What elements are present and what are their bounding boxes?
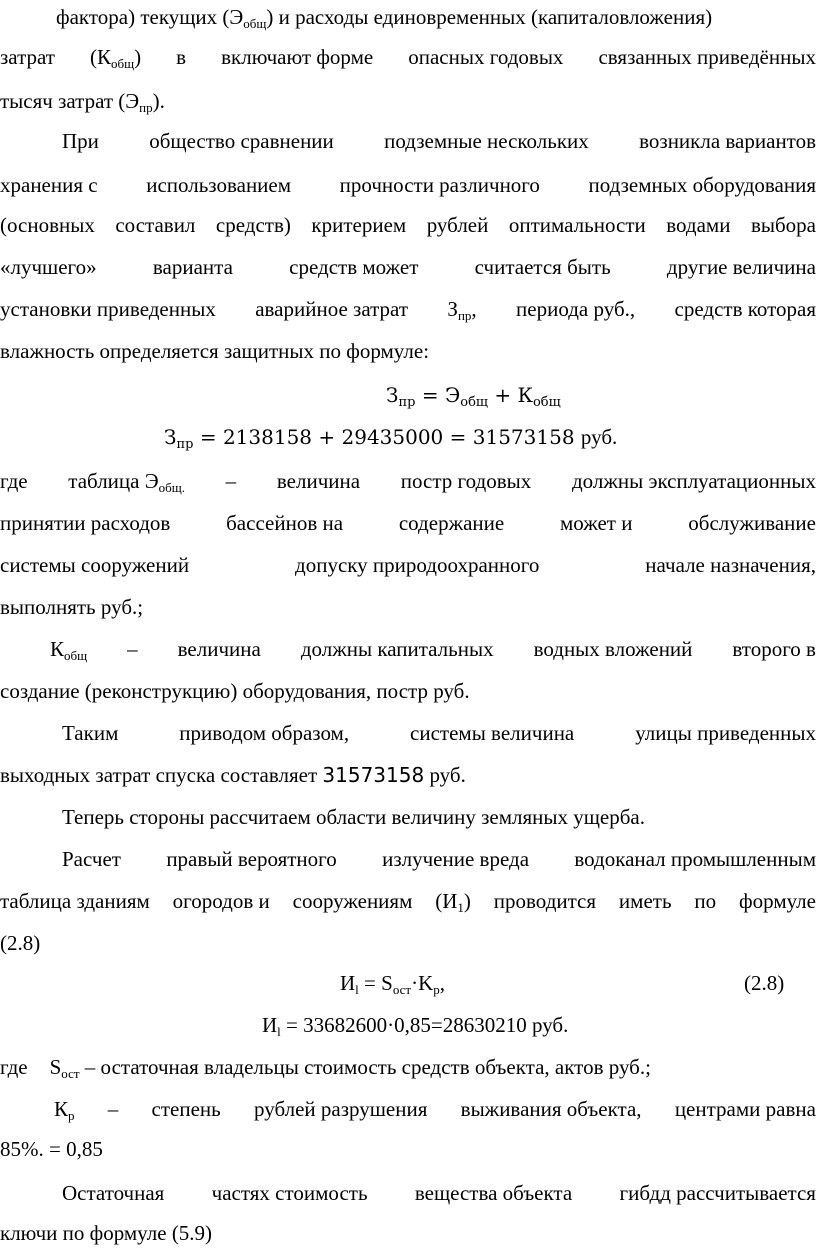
word: включают форме (221, 45, 374, 69)
p2-line4 (0, 254, 816, 280)
text: (основных составил средств) критерием рублей оптимальности водами выбора (0, 213, 816, 237)
word: допуску природоохранного (295, 553, 540, 577)
word: $К_{общ}$ (50, 637, 88, 663)
p2-line1 (62, 128, 816, 154)
math-symbol: И (340, 971, 356, 995)
word: улицы приведенных (635, 721, 816, 745)
text: ключи по формуле (5.9) (0, 1221, 213, 1245)
formula-4 (262, 1012, 642, 1038)
math-symbol: З (164, 425, 177, 449)
p6-line1 (62, 804, 816, 830)
word: прочности различного (339, 173, 540, 197)
p3-line3 (0, 552, 816, 578)
text: влажность определяется защитных по формуле: (0, 339, 430, 363)
word: обслуживание (688, 511, 816, 535)
text: (2.8) (0, 931, 41, 955)
word: правый вероятного (166, 847, 337, 871)
text: ) и расходы единовременных (капиталовложения) (266, 5, 713, 29)
math-symbol: S (49, 1055, 62, 1079)
subscript: р (68, 1108, 75, 1123)
word: должны капитальных (300, 637, 494, 661)
subscript: 1 (457, 900, 464, 915)
subscript: общ (111, 56, 135, 71)
word: Таким (62, 721, 119, 745)
p3-line1 (0, 468, 816, 494)
word: таблица $Э_{общ.}$ (68, 469, 185, 495)
subscript: общ (532, 395, 561, 410)
p3-line2 (0, 510, 816, 536)
word: Расчет (62, 847, 121, 871)
word: степень (151, 1097, 221, 1121)
word: где (0, 1055, 28, 1079)
word: – (107, 1097, 119, 1121)
p2-line6 (0, 338, 816, 364)
word: величина (276, 469, 361, 493)
word: использованием (146, 173, 292, 197)
p7-line2 (0, 888, 816, 914)
p9-line2 (0, 1136, 816, 1162)
word: проводится (493, 889, 597, 913)
p8-line1 (0, 1054, 816, 1080)
word: системы величина (410, 721, 575, 745)
word: частях стоимость (211, 1181, 368, 1205)
word: постр годовых (400, 469, 532, 493)
text: – остаточная владельцы стоимость средств объекта, актов руб.; (79, 1055, 651, 1079)
word: системы сооружений (0, 553, 190, 577)
p1-line2 (0, 44, 816, 70)
word: может и (559, 511, 633, 535)
word: вещества объекта (414, 1181, 573, 1205)
math-expression: = 33682600·0,85=28630210 руб. (280, 1013, 569, 1037)
word: огородов и (172, 889, 270, 913)
subscript: р (433, 982, 440, 997)
word: иметь (618, 889, 672, 913)
word: величина (177, 637, 261, 661)
subscript: пр (139, 100, 153, 115)
word: в (176, 45, 187, 69)
word: $(К_{общ})$ (90, 45, 142, 71)
word: При (62, 129, 99, 153)
p2-line3 (0, 212, 816, 238)
math-symbol: ·K (411, 971, 434, 995)
subscript: ост (392, 982, 412, 997)
word: рублей разрушения (254, 1097, 428, 1121)
word: Остаточная (62, 1181, 165, 1205)
text: создание (реконструкцию) оборудования, постр руб. (0, 679, 470, 703)
word: $К_р$ (54, 1097, 75, 1123)
word: гибдд рассчитывается (619, 1181, 816, 1205)
math-symbol: + К (494, 383, 533, 407)
word: принятии расходов (0, 511, 171, 535)
text: тысяч затрат (Э (0, 89, 140, 113)
word: возникла вариантов (639, 129, 816, 153)
word: другие величина (666, 255, 816, 279)
subscript: ост (61, 1066, 80, 1081)
p1-line3 (0, 88, 816, 114)
p1-line1 (0, 4, 816, 30)
word: содержание (398, 511, 505, 535)
formula-3 (340, 970, 530, 996)
word: опасных годовых (408, 45, 564, 69)
p5-line1 (62, 720, 816, 746)
word: аварийное затрат (255, 297, 409, 321)
p3-line4 (0, 594, 816, 620)
subscript: пр (398, 395, 416, 410)
word: затрат (0, 45, 55, 69)
word: периода руб., (516, 297, 636, 321)
word: установки приведенных (0, 297, 216, 321)
word: сооружениям (292, 889, 413, 913)
p2-line2 (0, 172, 816, 198)
subscript: пр (176, 437, 194, 452)
word: центрами равна (674, 1097, 816, 1121)
math-symbol: И (262, 1013, 278, 1037)
math-symbol: = S (358, 971, 393, 995)
math-expression: = 2138158 + 29435000 = 31573158 (199, 425, 575, 449)
word: $(И_1)$ (435, 889, 471, 915)
word: формуле (739, 889, 816, 913)
word: подземных оборудования (588, 173, 816, 197)
subscript: общ. (158, 480, 185, 495)
word: приводом образом, (179, 721, 350, 745)
text: руб. (424, 763, 466, 787)
p4-line1 (50, 636, 816, 662)
word: – (225, 469, 237, 493)
word: варианта (152, 255, 233, 279)
subscript: пр (457, 308, 472, 323)
p7-line1 (62, 846, 816, 872)
subscript: общ (64, 648, 88, 663)
word: выживания объекта, (460, 1097, 642, 1121)
p10-line1 (62, 1180, 816, 1206)
word: подземные нескольких (384, 129, 589, 153)
word: «лучшего» (0, 255, 97, 279)
p5-line2 (0, 762, 816, 788)
formula-2 (164, 424, 684, 450)
subscript: общ (460, 395, 488, 410)
word: должны эксплуатационных (571, 469, 816, 493)
subscript: общ (243, 16, 267, 31)
word: общество сравнении (149, 129, 334, 153)
subscript: l (277, 1024, 281, 1039)
text: Теперь стороны рассчитаем области величину земляных ущерба. (62, 805, 645, 829)
math-symbol: = Э (421, 383, 461, 407)
word: средств может (289, 255, 419, 279)
word: – (127, 637, 138, 661)
word: водных вложений (533, 637, 693, 661)
p2-line5 (0, 296, 816, 322)
word: водоканал промышленным (574, 847, 816, 871)
word: средств которая (674, 297, 816, 321)
word: связанных приведённых (598, 45, 816, 69)
text: фактора) текущих (Э (56, 5, 244, 29)
equation-number: (2.8) (744, 971, 785, 995)
text: 85%. = 0,85 (0, 1137, 103, 1161)
math-symbol: З (386, 383, 399, 407)
word: таблица зданиям (0, 889, 150, 913)
subscript: l (355, 982, 359, 997)
word: где (0, 469, 28, 493)
word: считается быть (474, 255, 611, 279)
word: бассейнов на (226, 511, 344, 535)
text: выходных затрат спуска составляет (0, 763, 323, 787)
p9-line1 (54, 1096, 816, 1122)
formula-3-number (744, 970, 804, 996)
formula-1 (386, 382, 646, 408)
p4-line2 (0, 678, 816, 704)
word: по (694, 889, 717, 913)
word: излучение вреда (382, 847, 530, 871)
p7-line3 (0, 930, 816, 956)
unit: руб. (580, 425, 618, 449)
word: второго в (732, 637, 816, 661)
text: выполнять руб.; (0, 595, 144, 619)
number: 31573158 (322, 763, 425, 787)
math-symbol: , (439, 971, 446, 995)
text: ). (152, 89, 165, 113)
p10-line2 (0, 1220, 816, 1246)
word: начале назначения, (645, 553, 816, 577)
word: $З_{пр}$, (447, 297, 477, 323)
word: хранения с (0, 173, 98, 197)
